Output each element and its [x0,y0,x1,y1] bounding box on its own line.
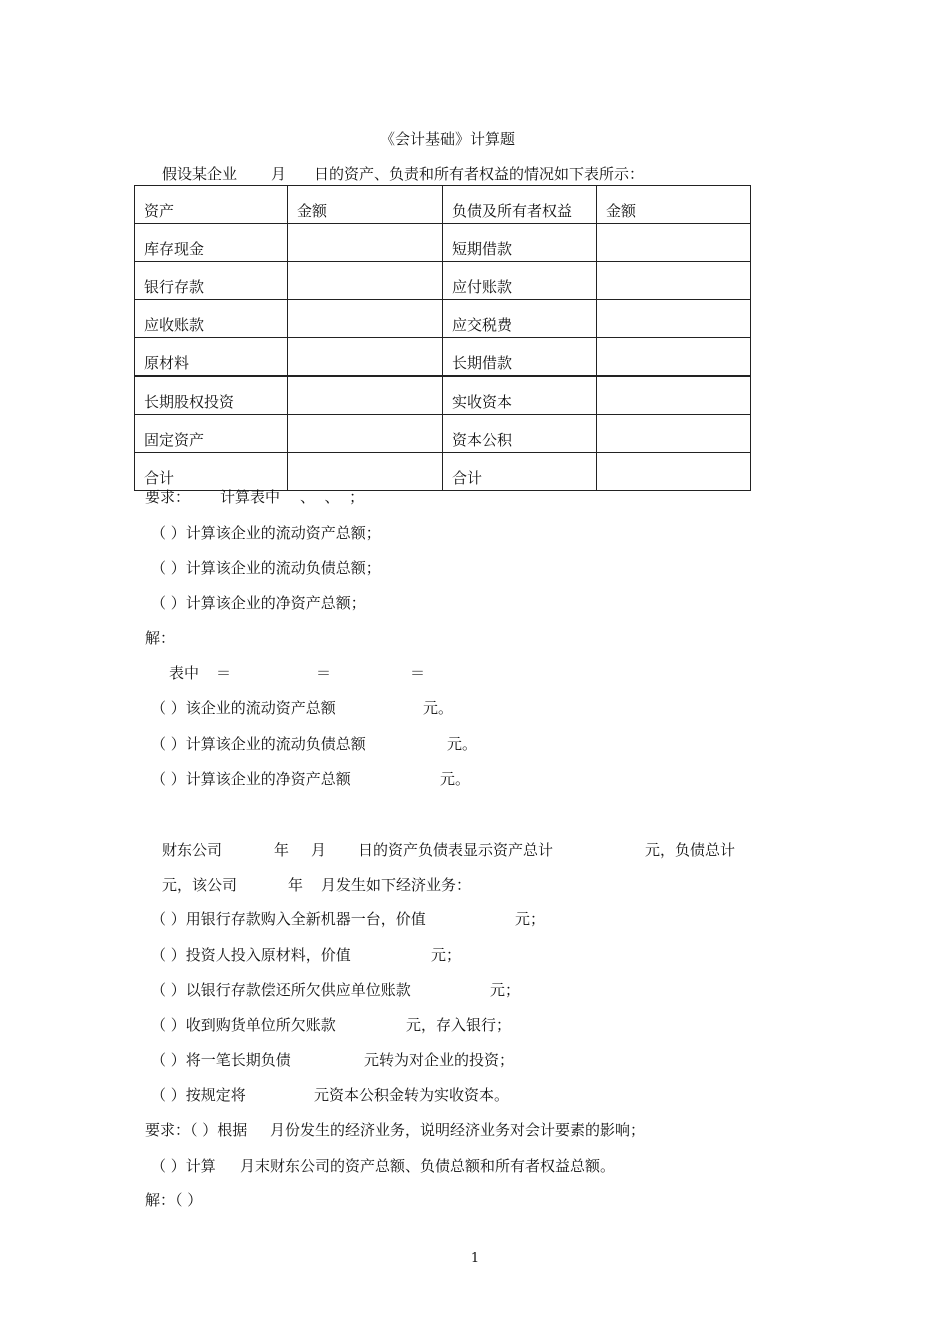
q2-intro: 元，负债总计 [645,841,736,859]
header-cell: 金额 [288,186,443,224]
q2-item: （ ）以银行存款偿还所欠供应单位账款 [151,981,411,999]
q2-sol-label: 解：（ ） [145,1191,203,1209]
q2-intro: 元，该公司 [162,876,238,894]
q2-req: （ ）计算 [151,1157,216,1175]
table-cell: 资本公积 [443,415,597,453]
header-cell: 负债及所有者权益 [443,186,597,224]
table-cell: 银行存款 [135,262,288,300]
table-cell [597,415,751,453]
table-cell [288,415,443,453]
q2-intro: 月发生如下经济业务： [321,876,472,894]
table-cell: 应收账款 [135,300,288,338]
table-cell [597,338,751,377]
table-cell [597,453,751,491]
q2-req: 要求：（ ）根据 [145,1121,248,1139]
q1-sol-item: （ ）计算该企业的流动负债总额 [151,735,366,753]
table-cell: 长期股权投资 [135,376,288,415]
q1-intro-b: 月 [271,165,287,183]
q1-req-label: 要求： [145,488,191,506]
q1-intro-c: 日的资产、负责和所有者权益的情况如下表所示： [314,165,645,183]
q1-sol-eq: ＝ [216,664,232,682]
table-cell: 原材料 [135,338,288,377]
q2-intro: 财东公司 [162,841,223,859]
table-cell: 合计 [443,453,597,491]
q1-sol-unit: 元。 [423,699,454,717]
q2-item-unit: 元资本公积金转为实收资本。 [314,1086,510,1104]
q2-item: （ ）投资人投入原材料，价值 [151,946,351,964]
q1-req-item: （ ）计算该企业的流动负债总额； [151,559,381,577]
table-row [135,224,751,262]
table-cell: 合计 [135,453,288,491]
q1-req-item: （ ）计算该企业的净资产总额； [151,594,366,612]
q2-item: （ ）按规定将 [151,1086,246,1104]
table-cell [597,224,751,262]
q1-sol-unit: 元。 [447,735,478,753]
q1-sol-eq: ＝ [410,664,426,682]
q2-item: （ ）将一笔长期负债 [151,1051,291,1069]
q2-req: 月份发生的经济业务，说明经济业务对会计要素的影响； [270,1121,646,1139]
q2-item-unit: 元； [515,910,546,928]
table-cell: 短期借款 [443,224,597,262]
q2-item-unit: 元； [431,946,462,964]
q2-item: （ ）收到购货单位所欠账款 [151,1016,336,1034]
table-cell: 应交税费 [443,300,597,338]
q1-sol-item: （ ）该企业的流动资产总额 [151,699,336,717]
q1-req-main: 计算表中 [220,488,281,506]
table-cell [288,453,443,491]
table-cell: 库存现金 [135,224,288,262]
table-cell: 固定资产 [135,415,288,453]
table-cell [597,262,751,300]
q1-sol-label: 解： [145,629,176,647]
table-row [135,376,751,415]
q1-sol-unit: 元。 [440,770,471,788]
q2-req: 月末财东公司的资产总额、负债总额和所有者权益总额。 [240,1157,616,1175]
table-cell [288,262,443,300]
table-row [135,262,751,300]
table-cell [288,376,443,415]
q2-intro: 日的资产负债表显示资产总计 [358,841,554,859]
table-row [135,300,751,338]
table-cell [288,224,443,262]
table-cell [288,338,443,377]
table-cell [597,300,751,338]
q2-intro: 年 [274,841,290,859]
q2-intro: 月 [311,841,327,859]
q1-req-seps: 、 、 ； [300,488,365,506]
table-header-row [135,186,751,224]
table-cell: 应付账款 [443,262,597,300]
table-cell: 长期借款 [443,338,597,377]
table-cell [288,300,443,338]
q2-item: （ ）用银行存款购入全新机器一台，价值 [151,910,426,928]
q1-req-item: （ ）计算该企业的流动资产总额； [151,524,381,542]
table-row [135,338,751,377]
table-cell [597,376,751,415]
q2-intro: 年 [288,876,304,894]
document-title: 《会计基础》计算题 [380,130,516,148]
header-cell: 金额 [597,186,751,224]
q1-sol-eq: ＝ [316,664,332,682]
q2-item-unit: 元，存入银行； [406,1016,512,1034]
q1-intro-a: 假设某企业 [162,165,238,183]
q1-sol-item: （ ）计算该企业的净资产总额 [151,770,351,788]
q2-item-unit: 元转为对企业的投资； [364,1051,515,1069]
page-number: 1 [470,1251,480,1266]
table-row [135,415,751,453]
table-cell: 实收资本 [443,376,597,415]
balance-sheet-table [134,185,751,491]
q2-item-unit: 元； [490,981,521,999]
table-total-row [135,453,751,491]
q1-sol-table-text: 表中 [169,664,200,682]
header-cell: 资产 [135,186,288,224]
